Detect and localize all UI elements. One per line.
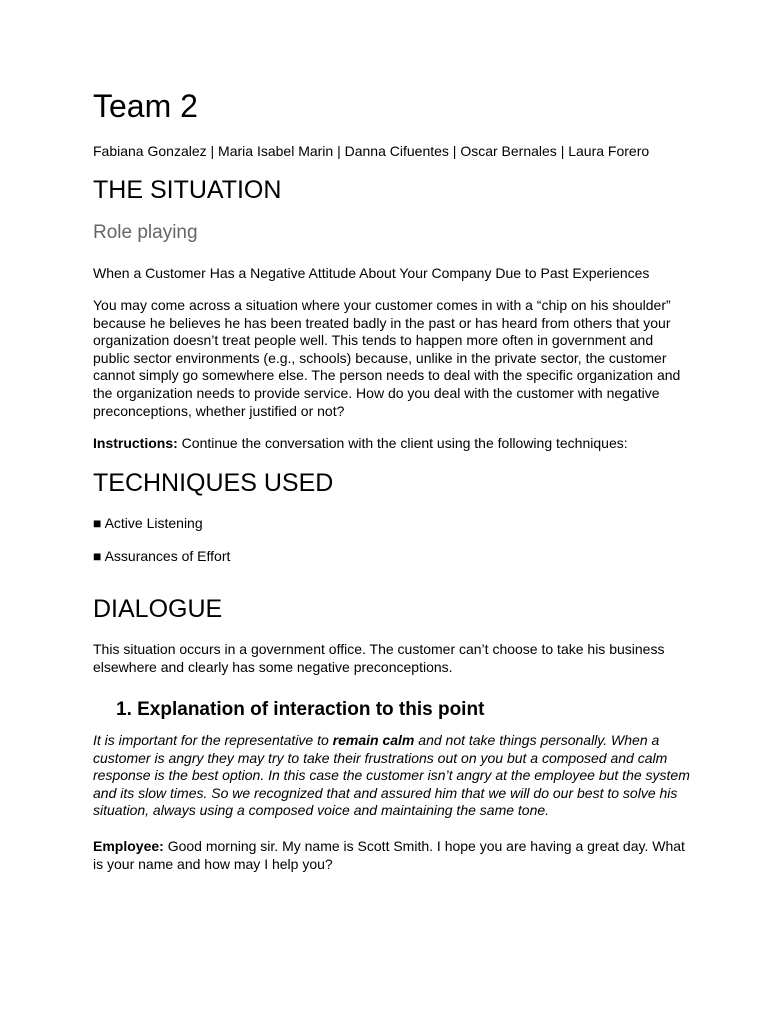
- technique-item-active-listening: ■ Active Listening: [93, 515, 203, 531]
- employee-line: [93, 838, 691, 873]
- situation-heading: THE SITUATION: [93, 176, 282, 204]
- case-title: When a Customer Has a Negative Attitude About Your Company Due to Past Experiences: [93, 265, 650, 281]
- explanation-paragraph: [93, 732, 691, 820]
- role-playing-subheading: Role playing: [93, 222, 198, 243]
- explanation-bold: remain calm: [332, 732, 415, 748]
- speaker-label: Employee:: [93, 838, 164, 854]
- technique-item-assurances-of-effort: ■ Assurances of Effort: [93, 548, 231, 564]
- explanation-part1: It is important for the representative to: [93, 732, 333, 748]
- authors-line: Fabiana Gonzalez | Maria Isabel Marin | Danna Cifuentes | Oscar Bernales | Laura Forero: [93, 143, 650, 159]
- section-1-title: 1. Explanation of interaction to this point: [116, 699, 485, 720]
- instructions-paragraph: [93, 435, 691, 453]
- techniques-heading: TECHNIQUES USED: [93, 469, 334, 497]
- instructions-label: Instructions:: [93, 435, 178, 451]
- document-title: Team 2: [93, 88, 198, 124]
- situation-description: You may come across a situation where your customer comes in with a “chip on his shoulder” because he believes he has been treated badly in the past or has heard from others that your organization doesn’t treat people well. This tends to happen more often in government and public sector environments (e.g., schools) because, unlike in the private sector, the customer cannot simply go somewhere else. The person needs to deal with the specific organization and the organization needs to provide service. How do you deal with the customer with negative preconceptions, whether justified or not?: [93, 297, 681, 419]
- explanation-part2: and not take things personally. When a customer is angry they may try to take their frustrations out on you but a composed and calm response is the best option. In this case the customer isn’t angry at the employee but the system and its slow times. So we recognized that and assured him that we will do our best to solve his situation, always using a composed voice and maintaining the same tone.: [93, 732, 690, 819]
- dialogue-intro: This situation occurs in a government office. The customer can’t choose to take his business elsewhere and clearly has some negative preconceptions.: [93, 641, 665, 675]
- instructions-text: Continue the conversation with the client using the following techniques:: [177, 435, 628, 451]
- dialogue-heading: DIALOGUE: [93, 595, 223, 623]
- employee-speech: Good morning sir. My name is Scott Smith. I hope you are having a great day. What is your name and how may I help you?: [93, 838, 685, 872]
